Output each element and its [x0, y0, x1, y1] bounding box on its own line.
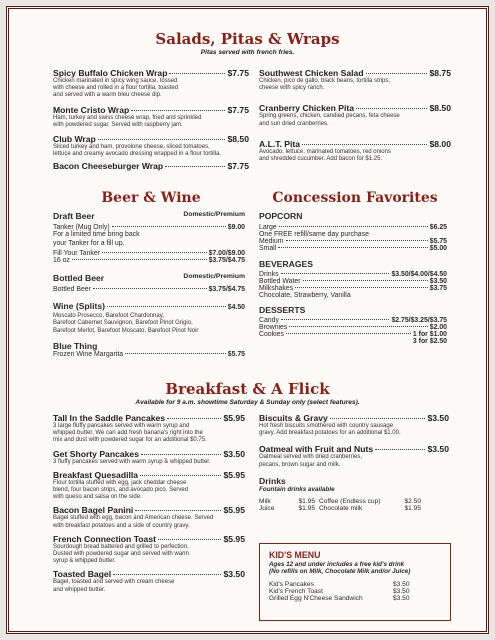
candy-line: Candy $2.75/$3.25/$3.75: [259, 317, 447, 324]
popcorn-small: Small $5.00: [259, 245, 447, 252]
menu-page: [6, 6, 489, 634]
menu-item-desc: Sliced turkey and ham, provolone cheese, sliced tomatoes, lettuce and creamy avocado dressing wrapped in a flour tortilla.: [53, 144, 222, 158]
menu-item-name: Bacon Cheeseburger Wrap $7.75: [53, 161, 249, 172]
menu-item-name: Toasted Bagel $3.50: [53, 569, 245, 580]
menu-item-name: Club Wrap $8.50: [53, 134, 249, 145]
salads-left-column: [53, 68, 249, 171]
kids-line2: (No refills on Milk, Chocolate Milk and/or Juice): [269, 568, 411, 575]
menu-item-name: Bacon Bagel Panini $5.95: [53, 505, 245, 516]
salads-title: Salads, Pitas & Wraps: [155, 30, 340, 48]
breakfast-subtitle: Available for 9 a.m. showtime Saturday & Sunday only (select features).: [135, 399, 360, 406]
margarita-line: Frozen Wine Margarita $5.75: [53, 350, 245, 358]
beer-wine-title: Beer & Wine: [101, 190, 201, 206]
menu-item-name: Cranberry Chicken Pita $8.50: [259, 103, 451, 114]
blue-thing-header: Blue Thing: [53, 340, 98, 351]
draft-col-label: Domestic/Premium: [183, 211, 245, 218]
wine-line: Wine (Splits) $4.50: [53, 301, 245, 312]
menu-item-desc: Oatmeal served with dried cranberries, pecans, brown sugar and milk.: [259, 454, 363, 468]
breakfast-right-column: [259, 413, 449, 512]
cookies-line: Cookies 1 for $1.00: [259, 331, 447, 338]
menu-item-desc: Bagel, toasted and served with cream cheese and whipped butter.: [53, 579, 175, 593]
menu-item-name: A.L.T. Pita $8.00: [259, 138, 451, 149]
tanker-desc: For a limited time bring back your Tanker for a fill up.: [53, 231, 140, 247]
cookies-price-2: 3 for $2.50: [412, 338, 447, 345]
menu-item-name: Breakfast Quesadilla $5.95: [53, 469, 245, 480]
kids-item: Kid's French Toast $3.50: [269, 588, 410, 595]
menu-item-desc: Spring greens, chicken, candied pecans, feta cheese and sun dried cranberries.: [259, 113, 400, 127]
kids-item: Kid's Pancakes $3.50: [269, 581, 410, 588]
drink-row: Juice $1.95 Chocolate milk $1.95: [259, 504, 421, 512]
kids-title: KID'S MENU: [269, 550, 321, 560]
bottled-header-row: [53, 273, 245, 283]
menu-item-name: Monte Cristo Wrap $7.75: [53, 104, 249, 115]
drink-row: Milk $1.95 Coffee (Endless cup) $2.50: [259, 497, 421, 505]
desserts-header: DESSERTS: [259, 305, 306, 315]
popcorn-large: Large $6.25: [259, 224, 447, 231]
breakfast-left-column: [53, 413, 245, 594]
drinks-header: Drinks: [259, 475, 286, 486]
beer-wine-section: [53, 211, 245, 358]
menu-item-desc: Chicken marinated in spicy wing sauce, tossed with cheese and rolled in a flour tortilla, toasted and served with a warm bleu cheese dip.: [53, 78, 179, 99]
refill-note: One FREE refill/same day purchase: [259, 231, 369, 238]
kids-item: Grilled Egg N'Cheese Sandwich $3.50: [269, 595, 410, 602]
menu-item-desc: Sourdough bread battered and grilled to perfection. Dusted with powdered sugar and served with warm syrup & whipped butter.: [53, 543, 190, 565]
menu-item-desc: Bagel stuffed with egg, bacon and American cheese. Served with breakfast potatoes and a side of country gravy.: [53, 515, 214, 529]
oz-line: 16 oz $3.75/$4.75: [53, 257, 245, 265]
shakes-note: Chocolate, Strawberry, Vanilla: [259, 292, 351, 299]
menu-item-name: French Connection Toast $5.95: [53, 533, 245, 544]
brownies-line: Brownies $2.00: [259, 324, 447, 331]
menu-item-name: Oatmeal with Fruit and Nuts $3.50: [259, 444, 449, 455]
shakes-line: Milkshakes $3.75: [259, 285, 447, 292]
beverages-header: BEVERAGES: [259, 259, 313, 269]
bottled-col-label: Domestic/Premium: [183, 273, 245, 281]
draft-beer-header: Draft Beer: [53, 211, 95, 221]
bottled-beer-header: Bottled Beer: [53, 273, 105, 284]
concession-title: Concession Favorites: [272, 190, 438, 206]
drinks-line: Drinks $3.50/$4.00/$4.50: [259, 271, 447, 278]
menu-item-desc: Hot fresh biscuits smothered with country sausage gravy. Add breakfast potatoes for an additional $1.00.: [259, 423, 401, 437]
wine-desc: Moscato Prosecco, Barefoot Chardonnay, Barefoot Cabernet Sauvignon, Barefoot Pinot Grigio, Barefoot Merlot, Barefoot Moscato, Barefoot Pinot Noir: [53, 313, 199, 334]
salads-right-column: [259, 68, 451, 163]
drinks-subtitle: Fountain drinks available: [259, 485, 335, 493]
menu-item-name: Spicy Buffalo Chicken Wrap $7.75: [53, 68, 249, 78]
menu-item-desc: Ham, turkey and swiss cheese wrap, fried and sprinkled with powdered sugar. Served with raspberry jam.: [53, 114, 202, 128]
bottled-line: Bottled Beer $3.75/$4.75: [53, 286, 245, 294]
water-line: Bottled Water $3.50: [259, 278, 447, 285]
menu-item-name: Tall In the Saddle Pancakes $5.95: [53, 413, 245, 423]
menu-item-desc: Chicken, pico de gallo, black beans, tortilla strips, cheese with spicy ranch.: [259, 78, 391, 92]
menu-item-desc: Avocado, lettuce, marinated tomatoes, red onions and shredded cucumber. Add bacon for $1.25.: [259, 148, 391, 163]
menu-item-desc: 3 large fluffy pancakes served with warm syrup and whipped butter. We can add fresh banana's right into the mix and dust with powdered sugar for an additional $0.75.: [53, 423, 207, 444]
popcorn-medium: Medium $5.75: [259, 238, 447, 245]
draft-header-row: [53, 211, 245, 221]
menu-item-desc: 3 fluffy pancakes served with warm syrup & whipped butter.: [53, 458, 211, 465]
menu-item-name: Southwest Chicken Salad $8.75: [259, 68, 451, 78]
tanker-line: Tanker (Mug Only) $9.00: [53, 224, 245, 231]
menu-item-name: Biscuits & Gravy $3.50: [259, 413, 449, 423]
concession-section: [259, 211, 447, 345]
popcorn-header: POPCORN: [259, 211, 303, 221]
fill-tanker-line: Fill Your Tanker $7.00/$9.00: [53, 250, 245, 258]
kids-menu-box: [259, 543, 451, 621]
menu-item-name: Get Shorty Pancakes $3.50: [53, 448, 245, 459]
salads-subtitle: Pitas served with french fries.: [200, 49, 295, 56]
kids-line1: Ages 12 and under includes a free kid's drink: [269, 561, 405, 568]
menu-item-desc: Flour tortilla stuffed with egg, jack cheddar cheese blend, four bacon strips, and avocado pico. Served with queso and salsa on the side.: [53, 479, 189, 501]
breakfast-title: Breakfast & A Flick: [165, 380, 330, 398]
